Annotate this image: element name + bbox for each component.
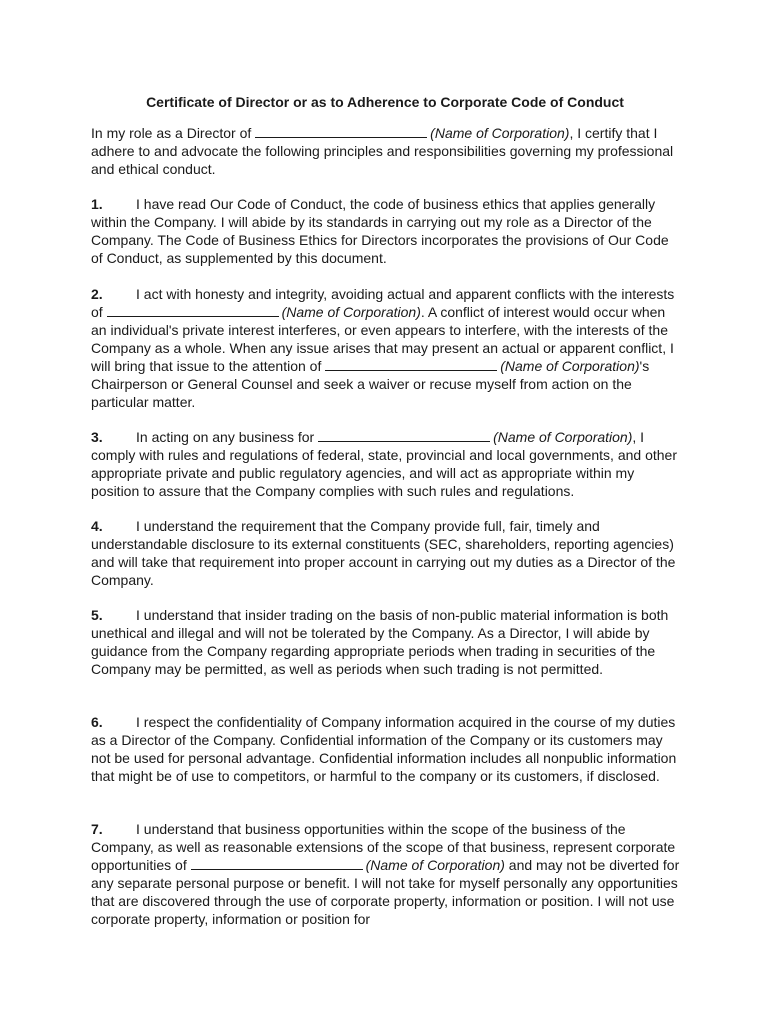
clause-4	[91, 517, 683, 589]
corporation-name-blank	[325, 357, 497, 371]
clause-7	[91, 820, 683, 928]
clause-text-after: 's Chairperson or General Counsel and seek a waiver or recuse myself from action on the particular matter.	[91, 358, 650, 410]
clause-1	[91, 195, 683, 267]
clause-text: I respect the confidentiality of Company information acquired in the course of my duties as a Director of the Company. Confidential information of the Company or its customers may not be used for personal advantage. Confidential information includes all nonpublic information that might be of use to competitors, or harmful to the company or its customers, if disclosed.	[91, 714, 677, 784]
clause-text-after: , I comply with rules and regulations of federal, state, provincial and local governments, and other appropriate private and public regulatory agencies, and will act as appropriate within my position to assure that the Company complies with such rules and regulations.	[91, 429, 677, 499]
document-title: Certificate of Director or as to Adherence to Corporate Code of Conduct	[146, 94, 624, 110]
clause-text-after: and may not be diverted for any separate personal purpose or benefit. I will not take for myself personally any opportunities that are discovered through the use of corporate property, information or position. I will not use corporate property, information or position for	[91, 857, 680, 927]
corporation-name-placeholder: (Name of Corporation)	[365, 857, 505, 873]
clause-text: I understand that insider trading on the basis of non-public material information is both unethical and illegal and will not be tolerated by the Company. As a Director, I will abide by guidance from the Company regarding appropriate periods when trading in securities of the Company may be permitted, as well as periods when such trading is not permitted.	[91, 607, 669, 677]
corporation-name-placeholder: (Name of Corporation)	[430, 125, 570, 141]
clause-number: 6.	[91, 714, 103, 730]
clause-number: 5.	[91, 607, 103, 623]
clause-5	[91, 606, 683, 678]
corporation-name-placeholder: (Name of Corporation)	[493, 429, 633, 445]
clause-number: 2.	[91, 286, 103, 302]
corporation-name-blank	[107, 303, 279, 317]
clause-text: I have read Our Code of Conduct, the code of business ethics that applies generally within the Company. I will abide by its standards in carrying out my role as a Director of the Company. The Code of Business Ethics for Directors incorporates the provisions of Our Code of Conduct, as supplemented by this document.	[91, 196, 669, 266]
intro-text-after: , I certify that I adhere to and advocate the following principles and responsibilities governing my professional and ethical conduct.	[91, 125, 674, 177]
clause-number: 3.	[91, 429, 103, 445]
clause-number: 4.	[91, 518, 103, 534]
corporation-name-blank	[255, 124, 427, 138]
clause-2	[91, 285, 683, 411]
clause-text-before: I understand that business opportunities within the scope of the business of the Company, as well as reasonable extensions of the scope of that business, represent corporate opportunities of	[91, 821, 676, 873]
clause-6	[91, 713, 683, 785]
clause-text: I understand the requirement that the Company provide full, fair, timely and understandable disclosure to its external constituents (SEC, shareholders, reporting agencies) and will take that requirement into proper account in carrying out my duties as a Director of the Company.	[91, 518, 676, 588]
clause-text-before: I act with honesty and integrity, avoiding actual and apparent conflicts with the interests of	[91, 286, 675, 320]
clause-number: 7.	[91, 821, 103, 837]
clause-text-middle: . A conflict of interest would occur when an individual's private interest interferes, or even appears to interfere, with the interests of the Company as a whole. When any issue arises that may present an actual or apparent conflict, I will bring that issue to the attention of	[91, 304, 674, 374]
clause-text-before: In acting on any business for	[136, 429, 319, 445]
clause-3	[91, 428, 683, 500]
intro-paragraph	[91, 124, 683, 178]
corporation-name-placeholder: (Name of Corporation)	[500, 358, 640, 374]
corporation-name-blank	[191, 856, 363, 870]
intro-text-before: In my role as a Director of	[91, 125, 256, 141]
corporation-name-placeholder: (Name of Corporation)	[281, 304, 421, 320]
clause-number: 1.	[91, 196, 103, 212]
corporation-name-blank	[318, 428, 490, 442]
